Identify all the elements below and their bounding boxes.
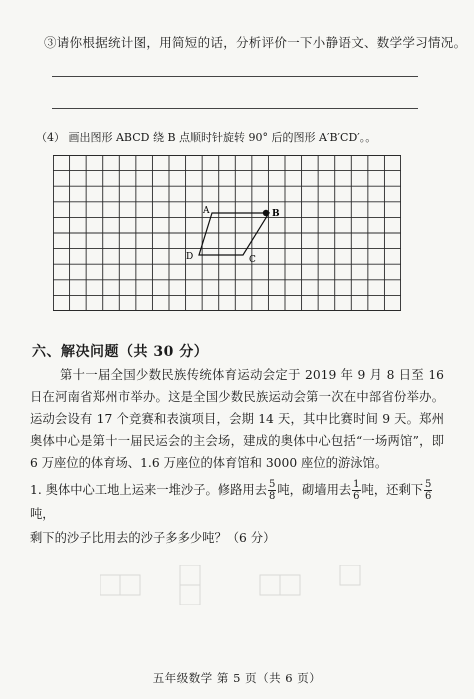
fraction-numerator: 5	[425, 479, 432, 490]
label-c: C	[249, 255, 256, 265]
fraction-1-6	[352, 479, 360, 502]
section-6-title: 六、解决问题（共 30 分）	[32, 344, 209, 360]
point-b	[263, 210, 269, 216]
fraction-numerator: 1	[353, 479, 360, 490]
fraction-denominator: 6	[353, 491, 360, 502]
problem-1-part1: 1. 奥体中心工地上运来一堆沙子。修路用去	[30, 483, 267, 497]
grid-figure	[53, 155, 401, 311]
fraction-5-8	[268, 479, 276, 502]
fraction-denominator: 8	[269, 491, 276, 502]
answer-line-2	[52, 108, 418, 109]
label-d: D	[186, 252, 194, 262]
answer-line-1	[52, 76, 418, 77]
fraction-numerator: 5	[269, 479, 276, 490]
problem-1-part2: 吨，砌墙用去	[277, 483, 352, 497]
fraction-denominator: 6	[425, 491, 432, 502]
label-b: B	[272, 209, 280, 219]
page-footer: 五年级数学 第 5 页（共 6 页）	[152, 671, 322, 685]
fraction-5-6	[424, 479, 432, 502]
bleed-through-shapes	[100, 565, 380, 605]
grid-svg	[53, 155, 401, 311]
problem-1-part4: 吨，	[30, 507, 55, 521]
passage-text: 第十一届全国少数民族传统体育运动会定于 2019 年 9 月 8 日至 16 日在河南省郑州市举办。这是全国少数民族运动会第一次在中部省份举办。运动会设有 17 个竞赛和表演项目，会期 14 天，其中比赛时间 9 天。郑州奥体中心是第十一届民运会的主会场，建成的奥体中心包括“一场两馆”，即 6 万座位的体育场、1.6 万座位的体育馆和 3000 座位的游泳馆。	[30, 368, 444, 470]
grid-lines	[53, 155, 401, 311]
problem-1-part3: 吨，还剩下	[361, 483, 424, 497]
question-4-text: （4） 画出图形 ABCD 绕 B 点顺时针旋转 90° 后的图形 A′B′CD′。。	[36, 131, 377, 144]
label-a: A	[203, 206, 210, 216]
question-3-text: ③请你根据统计图，用简短的话，分析评价一下小静语文、数学学习情况。	[44, 35, 467, 50]
problem-1-line2: 剩下的沙子比用去的沙子多多少吨？（6 分）	[30, 531, 276, 545]
problem-1	[30, 478, 450, 550]
